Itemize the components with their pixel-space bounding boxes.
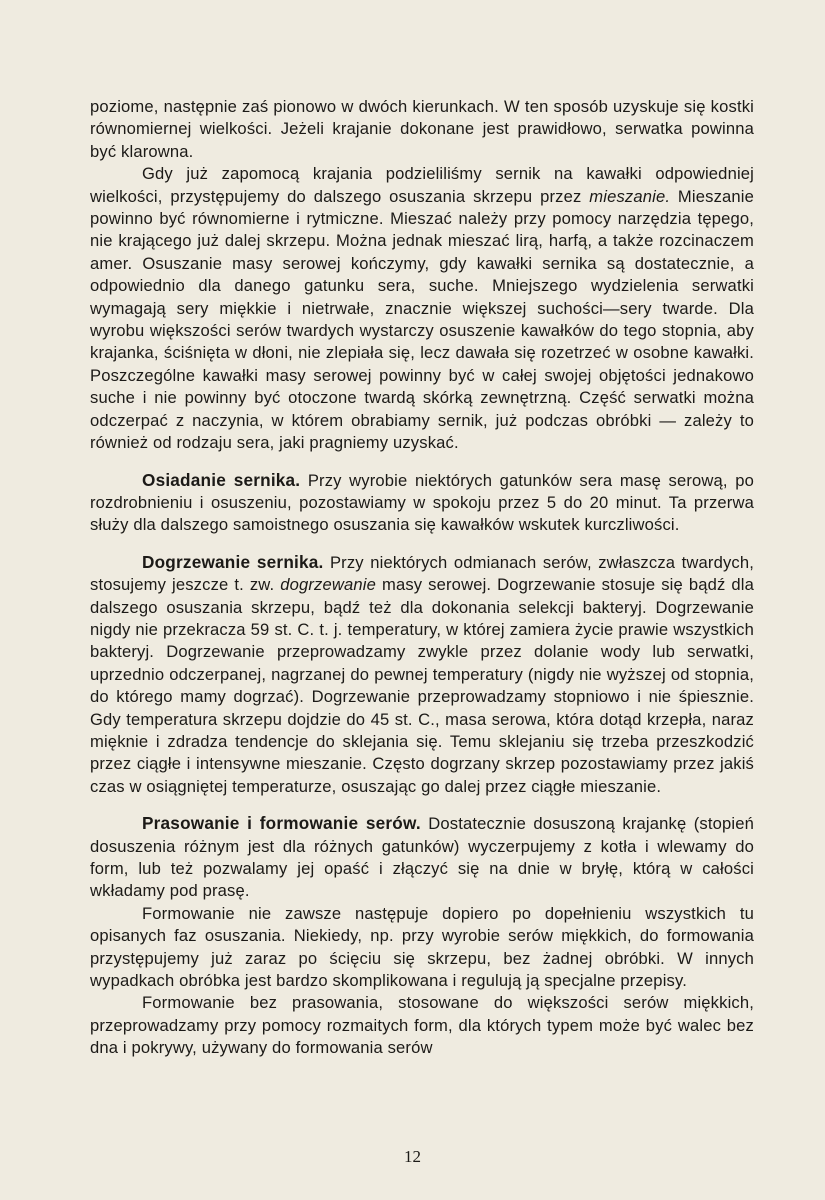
section-dogrzewanie (90, 551, 754, 798)
paragraph-text: Przy wyrobie niektórych gatunków sera masę serową, po rozdrobnieniu i osuszeniu, pozostawiamy w spokoju przez 5 do 20 minut. Ta przerwa służy dla dalszego samoistnego osuszania się kawałków wskutek kurczliwości. (90, 470, 754, 535)
section-heading: Osiadanie sernika. (142, 469, 301, 490)
paragraph-text: masy serowej. Dogrzewanie stosuje się bądź dla dalszego osuszania skrzepu, bądź też dla dokonania selekcji bakteryj. Dogrzewanie nigdy nie przekracza 59 st. C. t. j. temperatury, w której zamiera życie prawie wszystkich bakteryj. Dogrzewanie przeprowadzamy zwykle przez dolanie wody lub serwatki, uprzednio odczerpanej, nagrzanej do pewnej temperatury (nigdy nie wyższej od stopnia, do którego mamy dogrzać). Dogrzewanie przeprowadzamy stopniowo i nie śpiesznie. Gdy temperatura skrzepu dojdzie do 45 st. C., masa serowa, która dotąd krzepła, naraz mięknie i zdradza tendencje do sklejania się. Temu sklejaniu się trzeba przeszkodzić przez ciągłe i intensywne mieszanie. Często dogrzany skrzep pozostawiamy przez jakiś czas w osiągniętej temperaturze, osuszając go dalej przez ciągłe mieszanie. (90, 575, 754, 796)
paragraph-cutting-end (90, 96, 754, 163)
emphasis-term: dogrzewanie (280, 575, 376, 595)
paragraph-text: Dostatecznie dosuszoną krajankę (stopień dosuszenia różnym jest dla różnych gatunków) wyczerpujemy z kotła i wlewamy do form, lub też pozwalamy jej opaść i złączyć się na dnie w bryłę, którą w całości wkładamy pod prasę. (90, 814, 754, 901)
paragraph-formowanie-bez-prasowania (90, 992, 754, 1059)
paragraph-text: Przy niektórych odmianach serów, zwłaszcza twardych, stosujemy jeszcze t. zw. (90, 552, 754, 595)
emphasis-term: mieszanie. (589, 186, 671, 206)
paragraph-text: Formowanie bez prasowania, stosowane do większości serów miękkich, przeprowadzamy przy pomocy rozmaitych form, dla których typem może być walec bez dna i pokrywy, używany do formowania serów (90, 993, 754, 1058)
section-heading: Dogrzewanie sernika. (142, 551, 324, 572)
section-prasowanie (90, 812, 754, 903)
paragraph-mixing (90, 163, 754, 454)
paragraph-formowanie (90, 903, 754, 993)
paragraph-text: Formowanie nie zawsze następuje dopiero po dopełnieniu wszystkich tu opisanych faz osuszania. Niekiedy, np. przy wyrobie serów miękkich, do formowania przystępujemy już zaraz po ścięciu się skrzepu, bez żadnej obróbki. W innych wypadkach obróbka jest bardzo skomplikowana i regulują ją specjalne przepisy. (90, 903, 754, 991)
paragraph-text: Gdy już zapomocą krajania podzieliliśmy sernik na kawałki odpowiedniej wielkości, przystępujemy do dalszego osuszania skrzepu przez (90, 164, 754, 206)
page-body (90, 96, 754, 1060)
section-heading: Prasowanie i formowanie serów. (142, 813, 421, 834)
paragraph-text: Mieszanie powinno być równomierne i rytmiczne. Mieszać należy przy pomocy narzędzia tępego, nie krającego już dalej skrzepu. Można jednak mieszać lirą, harfą, a także rozcinaczem amer. Osuszanie masy serowej kończymy, gdy kawałki sernika są dostatecznie, a odpowiednio dla danego gatunku sera, suche. Mniejszego wydzielenia serwatki wymagają sery miękkie i nietrwałe, znacznie większej suchości—sery twarde. Dla wyrobu większości serów twardych wystarczy osuszenie kawałków do tego stopnia, aby krajanka, ściśnięta w dłoni, nie zlepiała się, lecz dawała się rozetrzeć w osobne kawałki. Poszczególne kawałki masy serowej powinny być w całej swojej objętości jednakowo suche i nie powinny być otoczone twardą skórką zewnętrzną. Część serwatki można odczerpać z naczynia, w którem obrabiamy sernik, już podczas obróbki — zależy to również od rodzaju sera, jaki pragniemy uzyskać. (90, 186, 754, 453)
page-number: 12 (404, 1147, 421, 1166)
paragraph-text: poziome, następnie zaś pionowo w dwóch kierunkach. W ten sposób uzyskuje się kostki równomiernej wielkości. Jeżeli krajanie dokonane jest prawidłowo, serwatka powinna być klarowna. (90, 97, 754, 161)
section-osiadanie (90, 469, 754, 537)
